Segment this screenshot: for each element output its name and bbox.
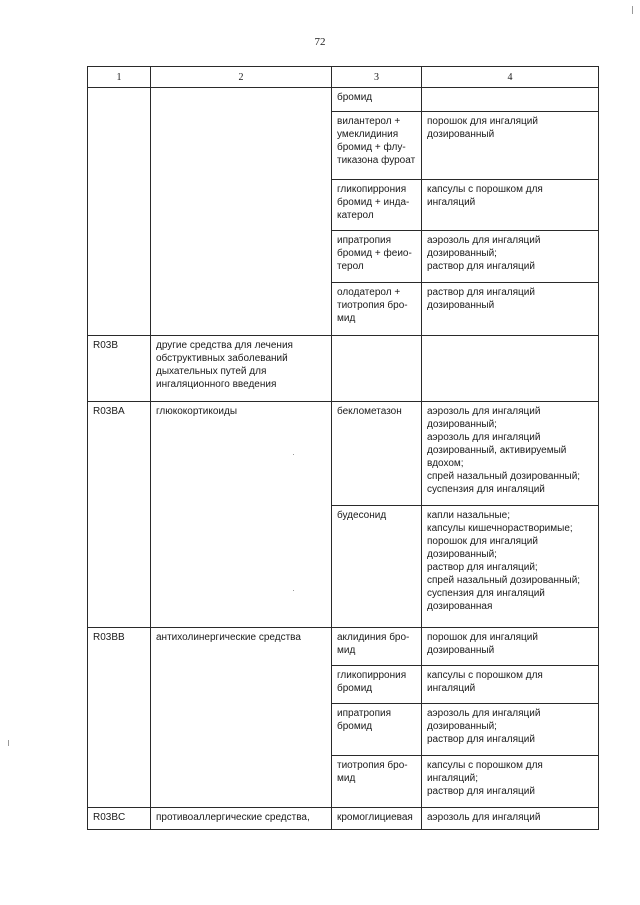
- substance-cell: бромид: [332, 88, 422, 112]
- forms-cell: аэрозоль для ингаляций дозированный; раствор для ингаляций: [422, 231, 599, 283]
- table-row: [88, 808, 599, 830]
- substance-cell: вилантерол + умеклидиния бромид + флу- тиказона фуроат: [332, 112, 422, 180]
- group-cell: глюкокортикоиды: [151, 402, 332, 628]
- code-cell: [88, 88, 151, 336]
- substance-cell: [332, 336, 422, 402]
- forms-cell: раствор для ингаляций дозированный: [422, 283, 599, 336]
- group-cell: другие средства для лечения обструктивных заболеваний дыхательных путей для ингаляционного введения: [151, 336, 332, 402]
- substance-cell: тиотропия бро- мид: [332, 756, 422, 808]
- group-cell: антихолинергические средства: [151, 628, 332, 808]
- substance-cell: беклометазон: [332, 402, 422, 506]
- drug-table: [87, 66, 599, 830]
- forms-cell: капли назальные; капсулы кишечнорастворимые; порошок для ингаляций дозированный; раствор для ингаляций; спрей назальный дозированный; суспензия для ингаляций дозированная: [422, 506, 599, 628]
- page-number: 72: [314, 36, 326, 48]
- table-row: [88, 88, 599, 112]
- scan-speck: [293, 454, 294, 455]
- forms-cell: капсулы с порошком для ингаляций: [422, 180, 599, 231]
- forms-cell: аэрозоль для ингаляций дозированный; аэрозоль для ингаляций дозированный, активируемый вдохом; спрей назальный дозированный; суспензия для ингаляций: [422, 402, 599, 506]
- table-row: [88, 336, 599, 402]
- forms-cell: аэрозоль для ингаляций: [422, 808, 599, 830]
- scan-speck: [632, 6, 633, 14]
- substance-cell: кромоглициевая: [332, 808, 422, 830]
- group-cell: противоаллергические средства,: [151, 808, 332, 830]
- header-col-3: 3: [332, 67, 422, 88]
- forms-cell: капсулы с порошком для ингаляций: [422, 666, 599, 704]
- forms-cell: [422, 336, 599, 402]
- forms-cell: капсулы с порошком для ингаляций; раствор для ингаляций: [422, 756, 599, 808]
- header-col-2: 2: [151, 67, 332, 88]
- header-col-4: 4: [422, 67, 599, 88]
- scan-speck: [8, 740, 9, 746]
- substance-cell: будесонид: [332, 506, 422, 628]
- code-cell: R03BC: [88, 808, 151, 830]
- header-col-1: 1: [88, 67, 151, 88]
- scan-speck: [293, 590, 294, 591]
- substance-cell: аклидиния бро- мид: [332, 628, 422, 666]
- forms-cell: аэрозоль для ингаляций дозированный; раствор для ингаляций: [422, 704, 599, 756]
- forms-cell: порошок для ингаляций дозированный: [422, 628, 599, 666]
- group-cell: [151, 88, 332, 336]
- forms-cell: порошок для ингаляций дозированный: [422, 112, 599, 180]
- substance-cell: гликопиррония бромид + инда- катерол: [332, 180, 422, 231]
- table-row: [88, 628, 599, 666]
- code-cell: R03B: [88, 336, 151, 402]
- code-cell: R03BA: [88, 402, 151, 628]
- substance-cell: ипратропия бромид: [332, 704, 422, 756]
- table-header-row: [88, 67, 599, 88]
- table-row: [88, 402, 599, 506]
- substance-cell: ипратропия бромид + феио- терол: [332, 231, 422, 283]
- forms-cell: [422, 88, 599, 112]
- substance-cell: гликопиррония бромид: [332, 666, 422, 704]
- substance-cell: олодатерол + тиотропия бро- мид: [332, 283, 422, 336]
- code-cell: R03BB: [88, 628, 151, 808]
